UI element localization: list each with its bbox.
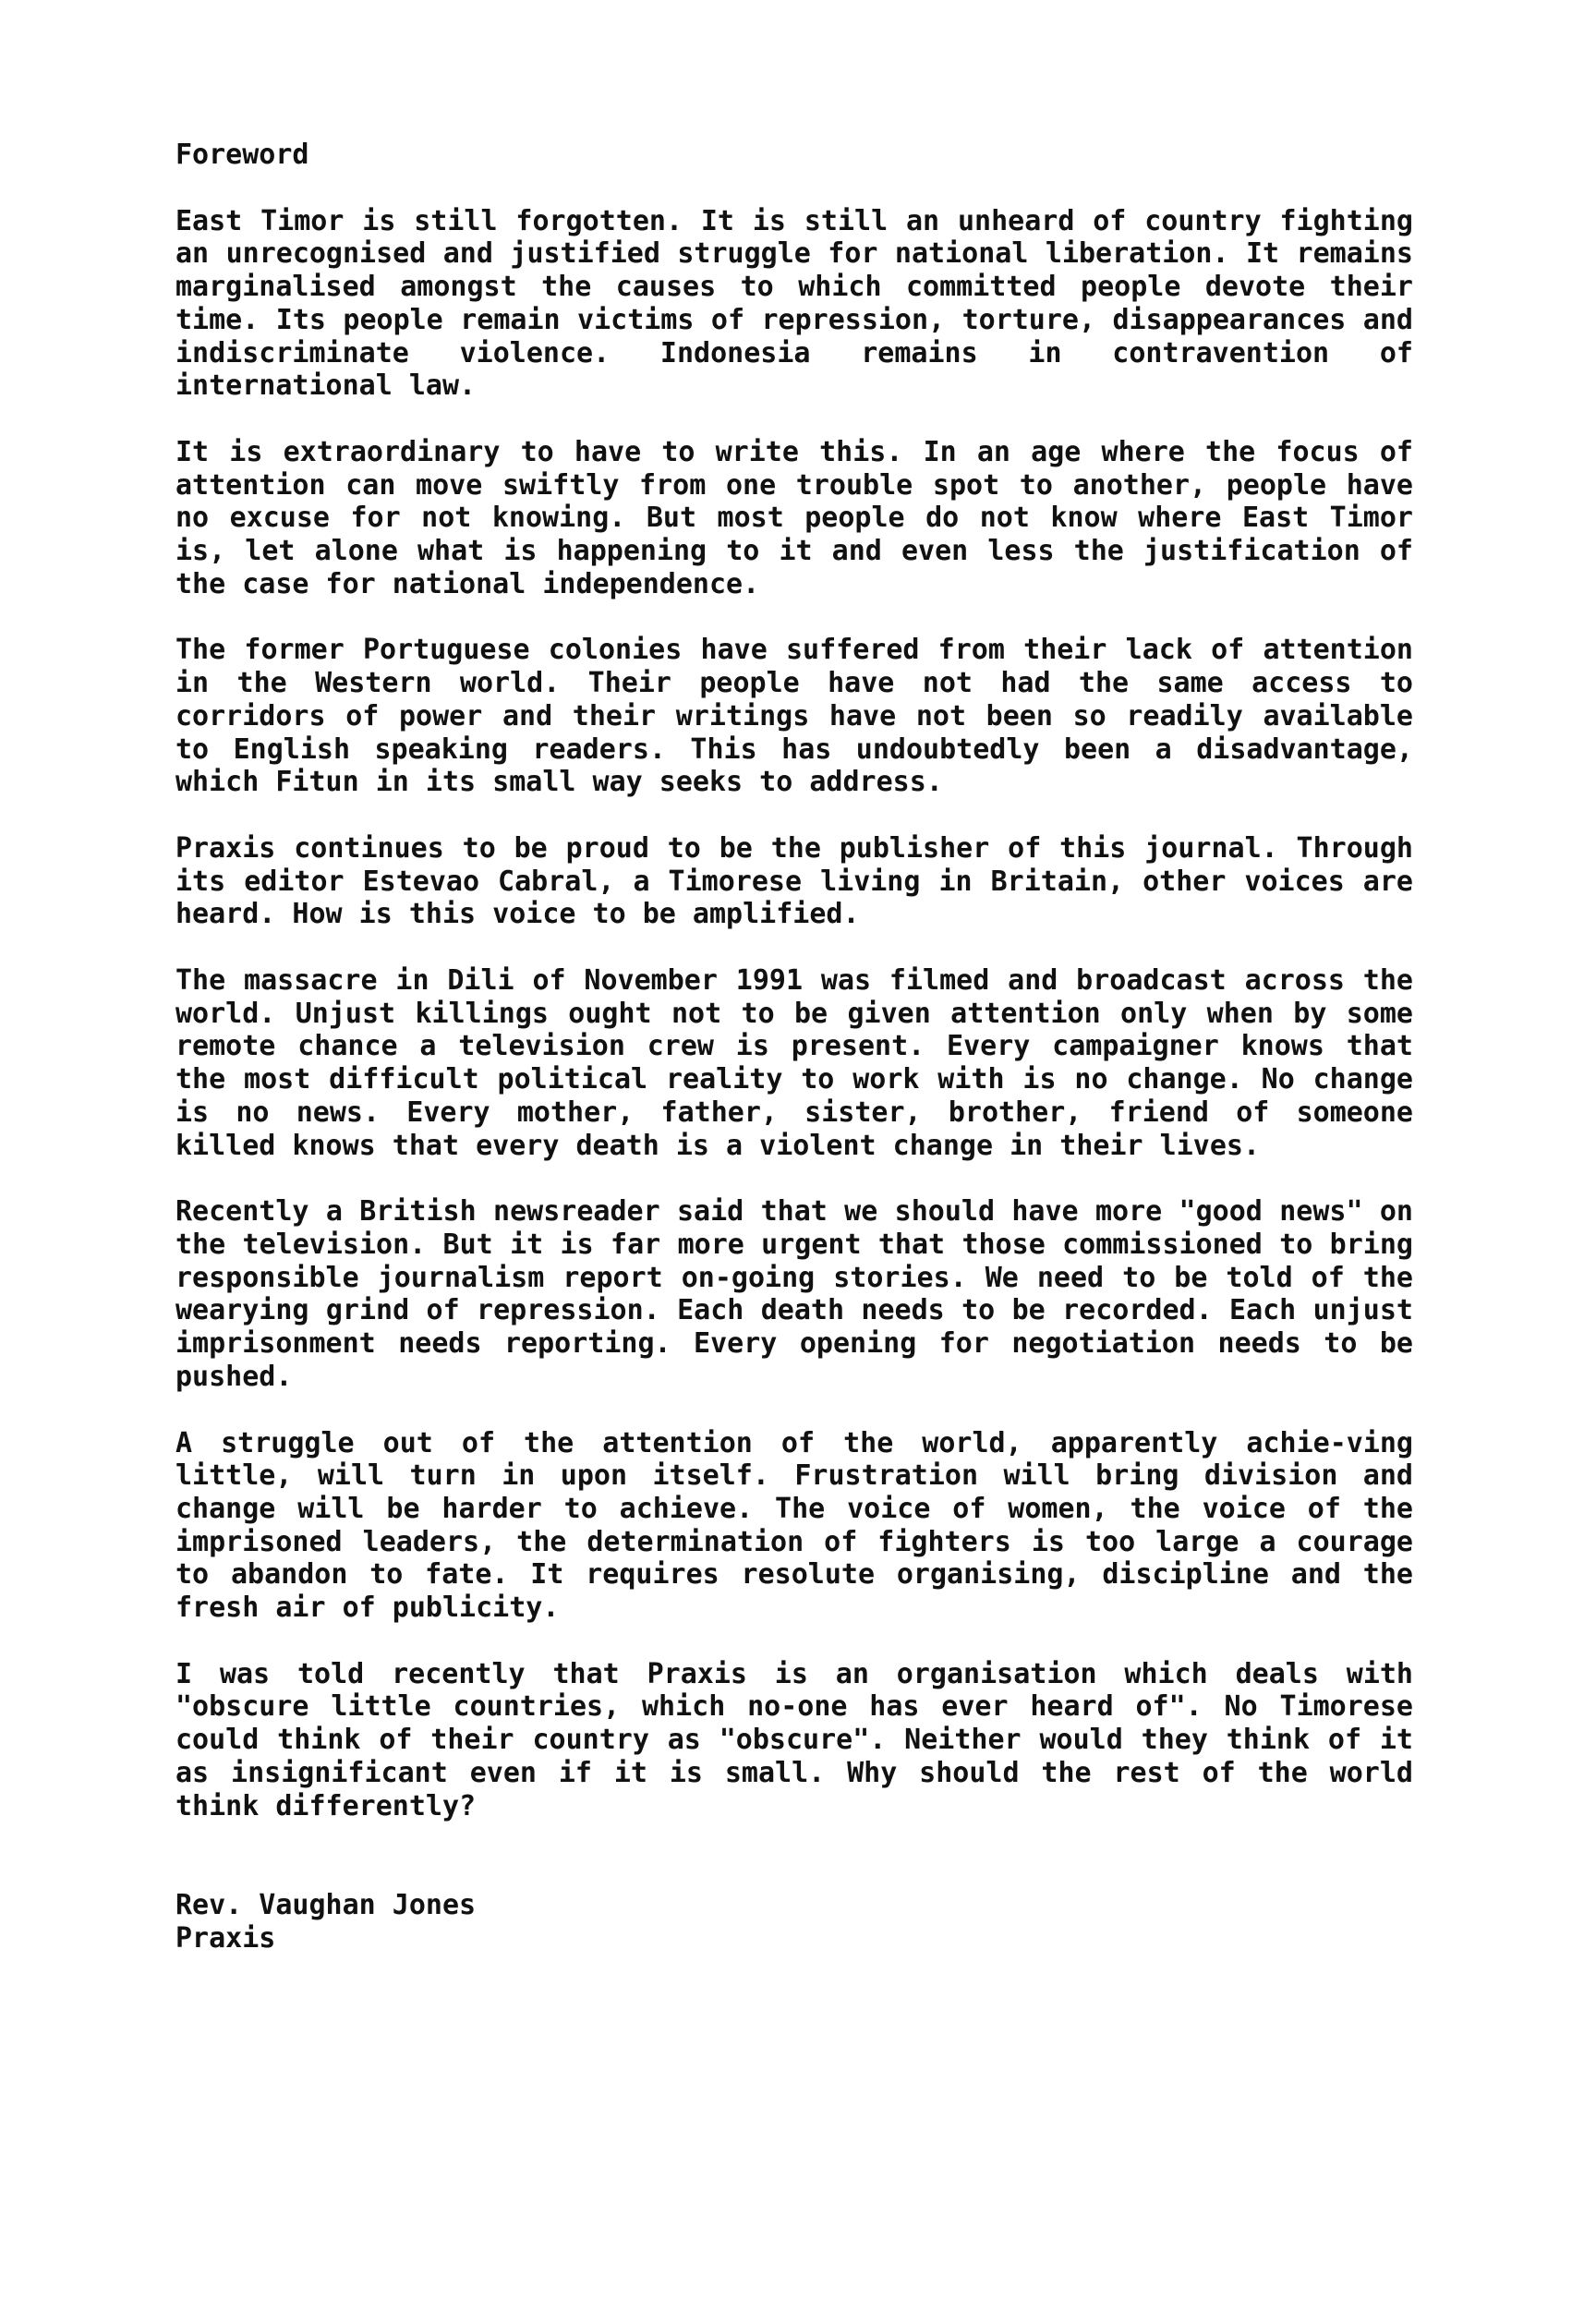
paragraph-4: Praxis continues to be proud to be the publisher of this journal. Through its editor Estevao Cabral, a Timorese living in Britain, other voices are heard. How is this voice to be amplified.	[175, 831, 1413, 931]
signature-block	[175, 1889, 1413, 1955]
paragraph-2: It is extraordinary to have to write this. In an age where the focus of attention can move swiftly from one trouble spot to another, people have no excuse for not knowing. But most people do not know where East Timor is, let alone what is happening to it and even less the justification of the case for national independence.	[175, 435, 1413, 600]
paragraph-8: I was told recently that Praxis is an organisation which deals with "obscure little countries, which no-one has ever heard of". No Timorese could think of their country as "obscure". Neither would they think of it as insignificant even if it is small. Why should the rest of the world think differently?	[175, 1657, 1413, 1822]
paragraph-6: Recently a British newsreader said that we should have more "good news" on the television. But it is far more urgent that those commissioned to bring responsible journalism report on-going stories. We need to be told of the wearying grind of repression. Each death needs to be recorded. Each unjust imprisonment needs reporting. Every opening for negotiation needs to be pushed.	[175, 1195, 1413, 1393]
paragraph-1: East Timor is still forgotten. It is still an unheard of country fighting an unrecognised and justified struggle for national liberation. It remains marginalised amongst the causes to which committed people devote their time. Its people remain victims of repression, torture, disappearances and indiscriminate violence. Indonesia remains in contravention of international law.	[175, 204, 1413, 403]
paragraph-5: The massacre in Dili of November 1991 was filmed and broadcast across the world. Unjust killings ought not to be given attention only when by some remote chance a television crew is present. Every campaigner knows that the most difficult political reality to work with is no change. No change is no news. Every mother, father, sister, brother, friend of someone killed knows that every death is a violent change in their lives.	[175, 964, 1413, 1162]
paragraph-3: The former Portuguese colonies have suffered from their lack of attention in the Western world. Their people have not had the same access to corridors of power and their writings have not been so readily available to English speaking readers. This has undoubtedly been a disadvantage, which Fitun in its small way seeks to address.	[175, 634, 1413, 799]
document-heading: Foreword	[175, 139, 309, 171]
document-body	[175, 139, 1413, 1955]
paragraph-7: A struggle out of the attention of the world, apparently achie-ving little, will turn in upon itself. Frustration will bring division and change will be harder to achieve. The voice of women, the voice of the imprisoned leaders, the determination of fighters is too large a courage to abandon to fate. It requires resolute organising, discipline and the fresh air of publicity.	[175, 1426, 1413, 1625]
signature-organisation: Praxis	[175, 1921, 276, 1955]
signature-name: Rev. Vaughan Jones	[175, 1889, 477, 1922]
